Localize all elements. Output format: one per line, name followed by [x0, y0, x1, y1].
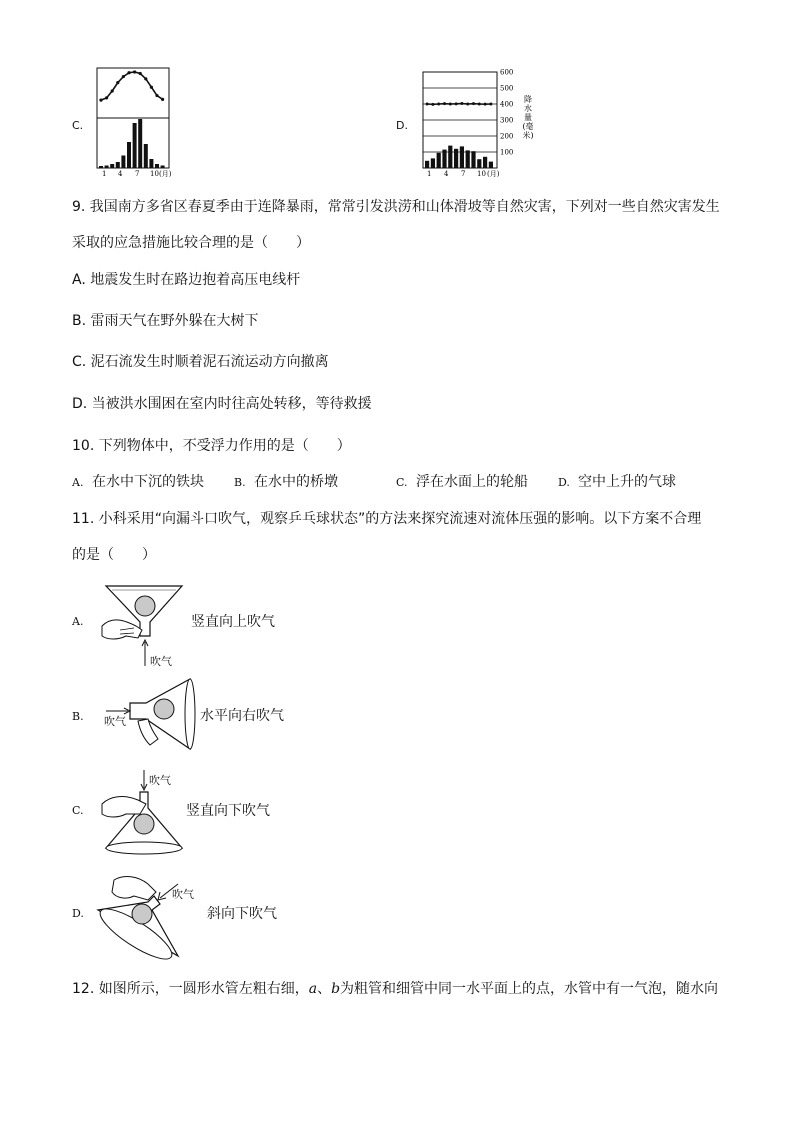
chart-d-ylabel-line: 量 — [524, 113, 532, 122]
chart-d-bar — [466, 150, 470, 168]
chart-c-bar — [110, 164, 114, 168]
hand-c — [102, 797, 146, 817]
q11-stem-line1: 11. 小科采用“向漏斗口吹气，观察乒乓球状态”的方法来探究流速对流体压强的影响。以下方案不合理 — [72, 511, 702, 527]
funnel-figure-c — [100, 768, 190, 860]
chart-d-point — [449, 103, 452, 106]
chart-c-point — [105, 96, 108, 99]
chart-c-point — [139, 72, 142, 75]
q12-sep: 、 — [317, 981, 332, 997]
q11-option-a-caption: 竖直向上吹气 — [191, 614, 275, 630]
chart-c-point — [161, 98, 164, 101]
chart-d-bar — [483, 157, 487, 168]
q10-option-c-text: 浮在水面上的轮船 — [416, 474, 528, 490]
q11-option-b-caption: 水平向右吹气 — [200, 708, 284, 724]
q9-option-c: C. 泥石流发生时顺着泥石流运动方向撤离 — [72, 354, 329, 370]
chart-d-point — [460, 102, 463, 105]
q10-option-b-letter: B. — [234, 476, 246, 489]
chart-d-temperature-line — [427, 104, 491, 105]
q11-option-b-letter: B. — [72, 710, 84, 723]
pingpong-ball-c — [134, 814, 154, 834]
q10-option-a-text: 在水中下沉的铁块 — [92, 474, 204, 490]
q10-option-a-letter: A. — [72, 476, 84, 489]
q12-stem-prefix: 12. 如图所示，一圆形水管左粗右细， — [72, 981, 309, 997]
q12-var-b: b — [331, 981, 341, 997]
chart-d-tick-10: 10 — [477, 170, 486, 178]
chart-d-bar — [442, 150, 446, 168]
q12-var-a: a — [308, 981, 318, 997]
q9-stem-line2: 采取的应急措施比较合理的是（ ） — [72, 235, 310, 251]
chart-d-point — [478, 103, 481, 106]
chart-d-bar — [425, 161, 429, 168]
q11-option-d-letter: D. — [72, 907, 84, 920]
chart-d-ylabel-line: 水 — [524, 104, 532, 113]
option-c-letter: C. — [72, 119, 84, 132]
chart-c-point — [116, 81, 119, 84]
chart-d-point — [431, 103, 434, 106]
chart-c-bar — [105, 166, 109, 169]
chart-d-tick-7: 7 — [461, 170, 466, 178]
chart-c-point — [133, 70, 136, 73]
chart-c-bar — [127, 142, 131, 168]
chart-c-bar — [149, 159, 153, 168]
q11-blow-label-b: 吹气 — [104, 715, 126, 728]
climate-chart-c — [90, 64, 190, 178]
chart-c-tick-4: 4 — [118, 170, 123, 178]
hand-d — [112, 877, 156, 900]
pingpong-ball-d — [132, 904, 152, 924]
chart-d-point — [489, 103, 492, 106]
q10-option-b-text: 在水中的桥墩 — [254, 474, 338, 490]
chart-d-point — [437, 103, 440, 106]
funnel-figure-a — [98, 580, 188, 672]
chart-c-bar — [116, 162, 120, 168]
climate-chart-d — [415, 64, 555, 178]
chart-d-bar — [448, 146, 452, 168]
chart-c-bar — [161, 166, 165, 169]
option-d-letter: D. — [396, 119, 408, 132]
chart-d-point — [426, 103, 429, 106]
chart-d-point — [466, 103, 469, 106]
q11-option-d-caption: 斜向下吹气 — [207, 906, 277, 922]
chart-d-bar — [477, 159, 481, 168]
chart-d-ytick: 100 — [500, 148, 514, 157]
funnel-figure-d — [96, 870, 206, 962]
chart-c-point — [150, 86, 153, 89]
q10-stem: 10. 下列物体中，不受浮力作用的是（ ） — [72, 438, 351, 454]
q11-blow-label-a: 吹气 — [150, 655, 172, 668]
q11-option-c-letter: C. — [72, 804, 84, 817]
q9-option-a: A. 地震发生时在路边抱着高压电线杆 — [72, 272, 301, 288]
chart-d-ytick: 400 — [500, 100, 514, 109]
chart-c-tick-7: 7 — [135, 170, 140, 178]
q11-blow-label-d: 吹气 — [172, 888, 194, 901]
chart-c-tick-10: 10 — [150, 170, 159, 178]
q11-option-a-letter: A. — [72, 615, 84, 628]
q9-option-b: B. 雷雨天气在野外躲在大树下 — [72, 313, 259, 329]
chart-d-point — [443, 102, 446, 105]
chart-c-point — [144, 77, 147, 80]
chart-c-temperature-line — [101, 72, 163, 100]
q10-option-d-text: 空中上升的气球 — [578, 474, 676, 490]
chart-c-point — [155, 94, 158, 97]
chart-d-ytick: 200 — [500, 132, 514, 141]
q11-option-c-caption: 竖直向下吹气 — [186, 803, 270, 819]
q10-option-d-letter: D. — [558, 476, 570, 489]
chart-c-bar — [133, 123, 137, 168]
chart-c-bar — [121, 156, 125, 169]
chart-c-tick-1: 1 — [102, 170, 107, 178]
chart-c-bar — [99, 166, 103, 168]
pingpong-ball-b — [154, 699, 174, 719]
pingpong-ball-a — [135, 596, 155, 616]
chart-d-bar — [489, 162, 493, 168]
q10-option-c-letter: C. — [396, 476, 408, 489]
chart-c-point — [111, 89, 114, 92]
chart-c-bar — [138, 119, 142, 168]
q9-stem-line1: 9. 我国南方多省区春夏季由于连降暴雨，常常引发洪涝和山体滑坡等自然灾害，下列对一些自然灾害发生 — [72, 199, 720, 215]
chart-d-bar — [454, 149, 458, 168]
chart-c-bar — [155, 164, 159, 168]
chart-d-ytick: 500 — [500, 84, 514, 93]
q12-stem — [72, 980, 718, 998]
chart-c-bar — [144, 144, 148, 168]
chart-d-point — [472, 102, 475, 105]
chart-d-unit: (月) — [487, 170, 500, 178]
chart-d-bar — [471, 151, 475, 168]
chart-c-point — [127, 71, 130, 74]
chart-d-tick-1: 1 — [427, 170, 432, 178]
chart-d-bar — [437, 153, 441, 168]
chart-c-point — [99, 99, 102, 102]
chart-d-ylabel-line: (毫 — [522, 122, 534, 131]
q11-blow-label-c: 吹气 — [149, 774, 171, 787]
chart-d-bar — [431, 158, 435, 168]
chart-c-unit: (月) — [159, 170, 172, 178]
q11-stem-line2: 的是（ ） — [72, 547, 156, 563]
q9-option-d: D. 当被洪水围困在室内时往高处转移，等待救援 — [72, 396, 372, 412]
chart-d-tick-4: 4 — [444, 170, 449, 178]
chart-d-point — [484, 103, 487, 106]
chart-c-point — [122, 75, 125, 78]
chart-d-bar — [460, 146, 464, 168]
chart-d-ytick: 300 — [500, 116, 514, 125]
chart-d-ylabel-line: 降 — [524, 95, 532, 104]
chart-d-ylabel-line: 米) — [522, 131, 534, 140]
chart-d-point — [455, 102, 458, 105]
q12-stem-suffix: 为粗管和细管中同一水平面上的点，水管中有一气泡，随水向 — [340, 981, 719, 997]
chart-d-ytick: 600 — [500, 68, 514, 77]
